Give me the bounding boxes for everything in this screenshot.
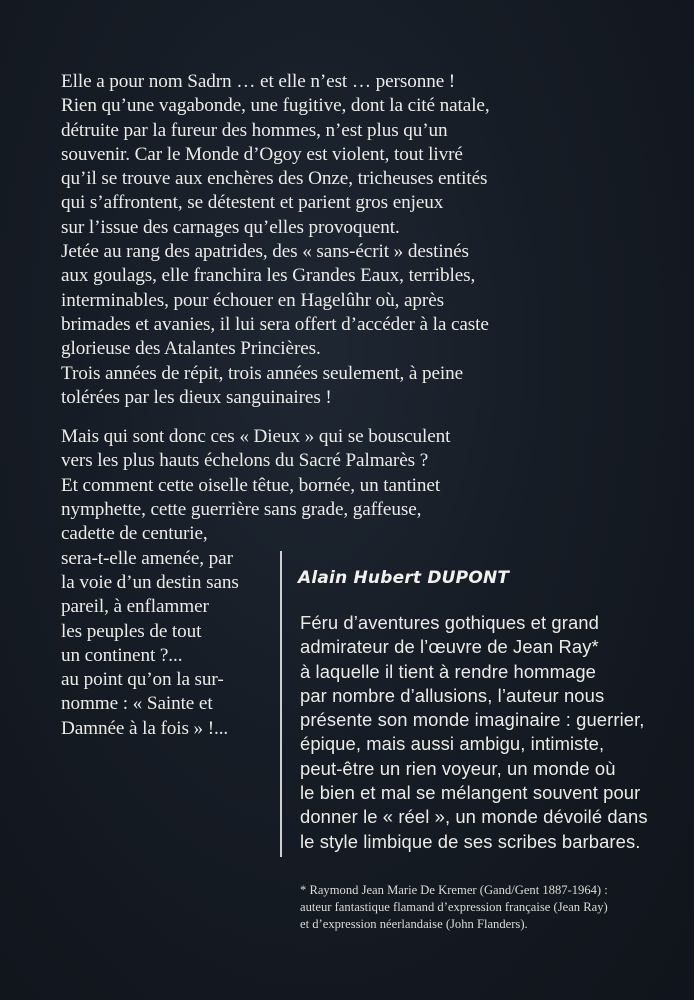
text-line: peut-être un rien voyeur, un monde où: [300, 757, 616, 779]
text-line: vers les plus hauts échelons du Sacré Palmarès ?: [61, 450, 429, 472]
text-line: le style limbique de ses scribes barbares.: [300, 830, 641, 852]
text-line: aux goulags, elle franchira les Grandes Eaux, terribles,: [61, 265, 476, 287]
text-line: par nombre d’allusions, l’auteur nous: [300, 684, 605, 706]
text-line: qui s’affrontent, se détestent et parient gros enjeux: [61, 192, 444, 214]
text-line: Trois années de répit, trois années seulement, à peine: [61, 362, 464, 384]
bio-divider: [280, 551, 282, 857]
text-line: détruite par la fureur des hommes, n’est plus qu’un: [61, 119, 448, 141]
text-line: le bien et mal se mélangent souvent pour: [300, 782, 641, 804]
footnote-line: et d’expression néerlandaise (John Flanders).: [300, 917, 528, 932]
text-line: Damnée à la fois » !...: [61, 717, 229, 739]
text-line: sur l’issue des carnages qu’elles provoquent.: [61, 216, 400, 238]
footnote: [300, 882, 680, 934]
text-line: épique, mais aussi ambigu, intimiste,: [300, 733, 605, 755]
footnote-line: * Raymond Jean Marie De Kremer (Gand/Gent 1887-1964) :: [300, 883, 608, 897]
text-line: admirateur de l’œuvre de Jean Ray*: [300, 636, 599, 658]
text-line: brimades et avanies, il lui sera offert d’accéder à la caste: [61, 313, 489, 335]
text-line: sera-t-elle amenée, par: [61, 547, 233, 569]
text-line: un continent ?...: [61, 644, 183, 666]
text-line: nomme : « Sainte et: [61, 693, 213, 715]
text-line: au point qu’on la sur-: [61, 669, 224, 691]
text-line: à laquelle il tient à rendre hommage: [300, 660, 596, 682]
text-line: les peuples de tout: [61, 620, 202, 642]
text-line: donner le « réel », un monde dévoilé dans: [300, 806, 648, 828]
footnote-line: auteur fantastique flamand d’expression française (Jean Ray): [300, 900, 608, 915]
author-name: Alain Hubert DUPONT: [298, 568, 510, 588]
text-line: Féru d’aventures gothiques et grand: [300, 612, 599, 633]
author-bio: [300, 611, 670, 854]
text-line: pareil, à enflammer: [61, 596, 209, 618]
text-line: Et comment cette oiselle têtue, bornée, un tantinet: [61, 474, 441, 496]
text-line: tolérées par les dieux sanguinaires !: [61, 386, 332, 408]
text-line: glorieuse des Atalantes Princières.: [61, 338, 321, 360]
text-line: présente son monde imaginaire : guerrier,: [300, 709, 645, 731]
text-line: la voie d’un destin sans: [61, 571, 239, 593]
text-line: nymphette, cette guerrière sans grade, gaffeuse,: [61, 499, 422, 521]
text-line: Mais qui sont donc ces « Dieux » qui se bousculent: [61, 426, 451, 448]
text-line: souvenir. Car le Monde d’Ogoy est violent, tout livré: [61, 143, 463, 165]
paragraph-gap: [61, 410, 621, 425]
text-line: Elle a pour nom Sadrn … et elle n’est … personne !: [61, 71, 456, 92]
text-line: interminables, pour échouer en Hagelûhr où, après: [61, 289, 444, 311]
text-line: cadette de centurie,: [61, 523, 208, 545]
text-line: Jetée au rang des apatrides, des « sans-écrit » destinés: [61, 241, 469, 263]
text-line: qu’il se trouve aux enchères des Onze, tricheuses entités: [61, 168, 488, 190]
synopsis-paragraph-1: [61, 70, 621, 410]
text-line: Rien qu’une vagabonde, une fugitive, dont la cité natale,: [61, 95, 490, 117]
